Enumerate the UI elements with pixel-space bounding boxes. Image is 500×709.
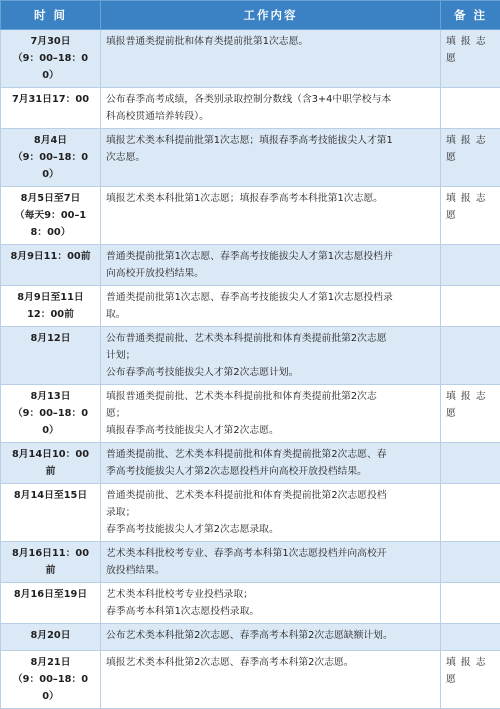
content-cell bbox=[101, 327, 441, 385]
content-cell-line: 填报艺术类本科提前批第1次志愿；填报春季高考技能拔尖人才第1 bbox=[106, 132, 435, 149]
content-cell-line: 向高校开放投档结果。 bbox=[106, 265, 435, 282]
time-cell bbox=[1, 187, 101, 245]
content-cell bbox=[101, 443, 441, 484]
content-cell bbox=[101, 245, 441, 286]
content-cell-line: 春季高考本科第1次志愿投档录取。 bbox=[106, 603, 435, 620]
content-cell-line: 科高校贯通培养转段）。 bbox=[106, 108, 435, 125]
content-cell bbox=[101, 624, 441, 651]
content-cell-line: 春季高考技能拔尖人才第2次志愿录取。 bbox=[106, 521, 435, 538]
time-cell-line: 8月14日至15日 bbox=[6, 487, 95, 504]
table-row bbox=[1, 443, 500, 484]
note-cell bbox=[441, 651, 500, 709]
time-cell-line: 前 bbox=[6, 463, 95, 480]
note-cell-line: 填 报 志 bbox=[446, 388, 495, 405]
time-cell-line: 8月4日 bbox=[6, 132, 95, 149]
time-cell-line: 8：00） bbox=[6, 224, 95, 241]
note-cell bbox=[441, 385, 500, 443]
table-row bbox=[1, 542, 500, 583]
content-cell bbox=[101, 542, 441, 583]
content-cell-line: 填报艺术类本科批第1次志愿；填报春季高考本科批第1次志愿。 bbox=[106, 190, 435, 207]
time-cell bbox=[1, 624, 101, 651]
content-cell bbox=[101, 286, 441, 327]
content-cell bbox=[101, 187, 441, 245]
time-cell-line: 前 bbox=[6, 562, 95, 579]
table-header-row bbox=[1, 1, 500, 30]
time-cell-line: 8月16日11：00 bbox=[6, 545, 95, 562]
note-cell bbox=[441, 624, 500, 651]
time-cell bbox=[1, 30, 101, 88]
table-row bbox=[1, 583, 500, 624]
time-cell-line: 0） bbox=[6, 67, 95, 84]
content-cell bbox=[101, 484, 441, 542]
note-cell bbox=[441, 443, 500, 484]
content-cell bbox=[101, 385, 441, 443]
note-cell-line: 填 报 志 bbox=[446, 190, 495, 207]
table-row bbox=[1, 88, 500, 129]
header-time: 时 间 bbox=[1, 1, 101, 30]
content-cell-line: 公布春季高考成绩，各类别录取控制分数线（含3+4中职学校与本 bbox=[106, 91, 435, 108]
note-cell bbox=[441, 327, 500, 385]
note-cell-line: 愿 bbox=[446, 207, 495, 224]
table-body bbox=[1, 30, 500, 709]
note-cell bbox=[441, 129, 500, 187]
note-cell bbox=[441, 30, 500, 88]
note-cell-line: 愿 bbox=[446, 149, 495, 166]
content-cell-line: 填报春季高考技能拔尖人才第2次志愿。 bbox=[106, 422, 435, 439]
time-cell-line: 8月14日10：00 bbox=[6, 446, 95, 463]
content-cell bbox=[101, 651, 441, 709]
note-cell bbox=[441, 286, 500, 327]
content-cell-line: 录取； bbox=[106, 504, 435, 521]
content-cell-line: 公布春季高考技能拔尖人才第2次志愿计划。 bbox=[106, 364, 435, 381]
content-cell bbox=[101, 583, 441, 624]
content-cell-line: 艺术类本科批校考专业投档录取； bbox=[106, 586, 435, 603]
note-cell bbox=[441, 187, 500, 245]
note-cell bbox=[441, 88, 500, 129]
content-cell-line: 普通类提前批、艺术类本科提前批和体育类提前批第2次志愿投档 bbox=[106, 487, 435, 504]
time-cell-line: 0） bbox=[6, 166, 95, 183]
content-cell-line: 放投档结果。 bbox=[106, 562, 435, 579]
time-cell-line: （9：00–18：0 bbox=[6, 671, 95, 688]
note-cell bbox=[441, 542, 500, 583]
time-cell bbox=[1, 385, 101, 443]
table-row bbox=[1, 327, 500, 385]
time-cell-line: 0） bbox=[6, 688, 95, 705]
table-row bbox=[1, 129, 500, 187]
content-cell-line: 填报普通类提前批、艺术类本科提前批和体育类提前批第2次志 bbox=[106, 388, 435, 405]
note-cell-line: 愿 bbox=[446, 671, 495, 688]
time-cell bbox=[1, 286, 101, 327]
content-cell-line: 艺术类本科批校考专业、春季高考本科第1次志愿投档并向高校开 bbox=[106, 545, 435, 562]
note-cell bbox=[441, 245, 500, 286]
time-cell-line: 7月31日17：00 bbox=[6, 91, 95, 108]
note-cell-line: 填 报 志 bbox=[446, 654, 495, 671]
content-cell bbox=[101, 30, 441, 88]
time-cell-line: 7月30日 bbox=[6, 33, 95, 50]
table-row bbox=[1, 245, 500, 286]
note-cell-line: 愿 bbox=[446, 405, 495, 422]
time-cell-line: 8月20日 bbox=[6, 627, 95, 644]
table-row bbox=[1, 624, 500, 651]
time-cell-line: 8月16日至19日 bbox=[6, 586, 95, 603]
content-cell bbox=[101, 88, 441, 129]
content-cell-line: 取。 bbox=[106, 306, 435, 323]
time-cell bbox=[1, 583, 101, 624]
time-cell bbox=[1, 129, 101, 187]
table-row bbox=[1, 187, 500, 245]
time-cell-line: 8月21日 bbox=[6, 654, 95, 671]
note-cell-line: 愿 bbox=[446, 50, 495, 67]
time-cell bbox=[1, 245, 101, 286]
content-cell-line: 计划； bbox=[106, 347, 435, 364]
time-cell-line: 8月13日 bbox=[6, 388, 95, 405]
time-cell-line: （每天9：00–1 bbox=[6, 207, 95, 224]
time-cell bbox=[1, 443, 101, 484]
time-cell bbox=[1, 651, 101, 709]
time-cell-line: 12：00前 bbox=[6, 306, 95, 323]
note-cell-line: 填 报 志 bbox=[446, 33, 495, 50]
table-row bbox=[1, 651, 500, 709]
content-cell bbox=[101, 129, 441, 187]
table-row bbox=[1, 30, 500, 88]
content-cell-line: 公布艺术类本科批第2次志愿、春季高考本科第2次志愿缺额计划。 bbox=[106, 627, 435, 644]
note-cell bbox=[441, 583, 500, 624]
time-cell bbox=[1, 88, 101, 129]
table-row bbox=[1, 385, 500, 443]
content-cell-line: 填报普通类提前批和体育类提前批第1次志愿。 bbox=[106, 33, 435, 50]
time-cell-line: 0） bbox=[6, 422, 95, 439]
note-cell-line: 填 报 志 bbox=[446, 132, 495, 149]
time-cell bbox=[1, 542, 101, 583]
note-cell bbox=[441, 484, 500, 542]
content-cell-line: 填报艺术类本科批第2次志愿、春季高考本科第2次志愿。 bbox=[106, 654, 435, 671]
time-cell bbox=[1, 484, 101, 542]
content-cell-line: 普通类提前批第1次志愿、春季高考技能拔尖人才第1次志愿投档录 bbox=[106, 289, 435, 306]
time-cell-line: （9：00–18：0 bbox=[6, 50, 95, 67]
content-cell-line: 普通类提前批第1次志愿、春季高考技能拔尖人才第1次志愿投档并 bbox=[106, 248, 435, 265]
content-cell-line: 愿； bbox=[106, 405, 435, 422]
table-row bbox=[1, 484, 500, 542]
content-cell-line: 季高考技能拔尖人才第2次志愿投档并向高校开放投档结果。 bbox=[106, 463, 435, 480]
time-cell-line: 8月12日 bbox=[6, 330, 95, 347]
content-cell-line: 公布普通类提前批、艺术类本科提前批和体育类提前批第2次志愿 bbox=[106, 330, 435, 347]
time-cell-line: （9：00–18：0 bbox=[6, 149, 95, 166]
content-cell-line: 次志愿。 bbox=[106, 149, 435, 166]
time-cell bbox=[1, 327, 101, 385]
time-cell-line: 8月9日至11日 bbox=[6, 289, 95, 306]
table-row bbox=[1, 286, 500, 327]
header-content: 工作内容 bbox=[101, 1, 441, 30]
time-cell-line: 8月9日11：00前 bbox=[6, 248, 95, 265]
time-cell-line: （9：00–18：0 bbox=[6, 405, 95, 422]
header-note: 备 注 bbox=[441, 1, 500, 30]
content-cell-line: 普通类提前批、艺术类本科提前批和体育类提前批第2次志愿、春 bbox=[106, 446, 435, 463]
time-cell-line: 8月5日至7日 bbox=[6, 190, 95, 207]
